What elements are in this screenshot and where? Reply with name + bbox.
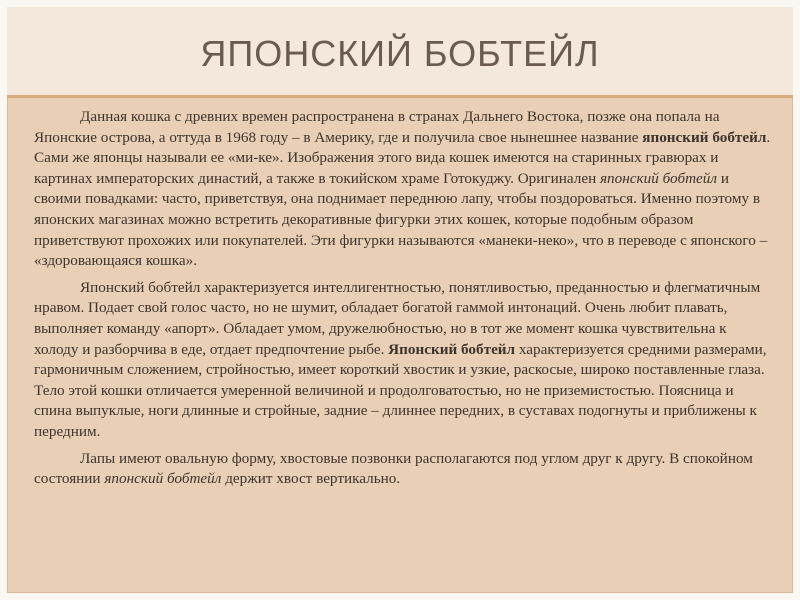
text-run: Лапы имеют овальную форму, хвостовые позвонки располагаются под углом друг к другу. В спокойном состоянии	[34, 449, 753, 488]
paragraph-3	[34, 449, 774, 490]
text-run: и своими повадками: часто, приветствуя, она поднимает переднюю лапу, чтобы поздороваться. Именно поэтому в японских магазинах можно встретить декоративные фигурки этих кошек, которые подобным образом приветствуют прохожих или покупателей. Эти фигурки называются «манеки-неко», что в переводе с японского – «здоровающаяся кошка».	[34, 169, 768, 270]
text-run: характеризуется средними размерами, гармоничным сложением, стройностью, имеет короткий хвостик и узкие, раскосые, широко поставленные глаза. Тело этой кошки отличается умеренной величиной и продолговатостью, но не приземистостью. Поясница и спина выпуклые, ноги длинные и стройные, задние – длиннее передних, в суставах подогнуты и приближены к передним.	[34, 340, 767, 440]
paragraph-2	[34, 278, 774, 443]
text-run: Японский бобтейл характеризуется интеллигентностью, понятливостью, преданностью и флегматичным нравом. Подает свой голос часто, но не шумит, обладает богатой гаммой интонаций. Очень любит плавать, выполняет команду «апорт». Обладает умом, дружелюбностью, но в тот же момент кошка чувствительна к холоду и разборчива в еде, отдает предпочтение рыбе.	[34, 278, 761, 358]
emphasized-text-run: японский бобтейл	[600, 169, 718, 187]
text-run: . Сами же японцы называли ее «ми-ке». Изображения этого вида кошек имеются на старинных гравюрах и картинах императорских династий, а также в токийском храме Готокуджу. Оригинален	[34, 128, 771, 187]
emphasized-text-run: Японский бобтейл	[388, 340, 516, 358]
title-divider	[7, 95, 793, 98]
emphasized-text-run: японский бобтейл	[104, 470, 222, 488]
emphasized-text-run: японский бобтейл	[642, 128, 767, 146]
title-band	[7, 7, 793, 95]
text-run: Данная кошка с древних времен распространена в странах Дальнего Востока, позже она попала на Японские острова, а оттуда в 1968 году – в Америку, где и получила свое нынешнее название	[34, 108, 720, 146]
page-title: ЯПОНСКИЙ БОБТЕЙЛ	[200, 33, 600, 74]
body-text	[34, 107, 774, 490]
paragraph-1	[34, 107, 774, 272]
text-run: держит хвост вертикально.	[221, 470, 401, 488]
